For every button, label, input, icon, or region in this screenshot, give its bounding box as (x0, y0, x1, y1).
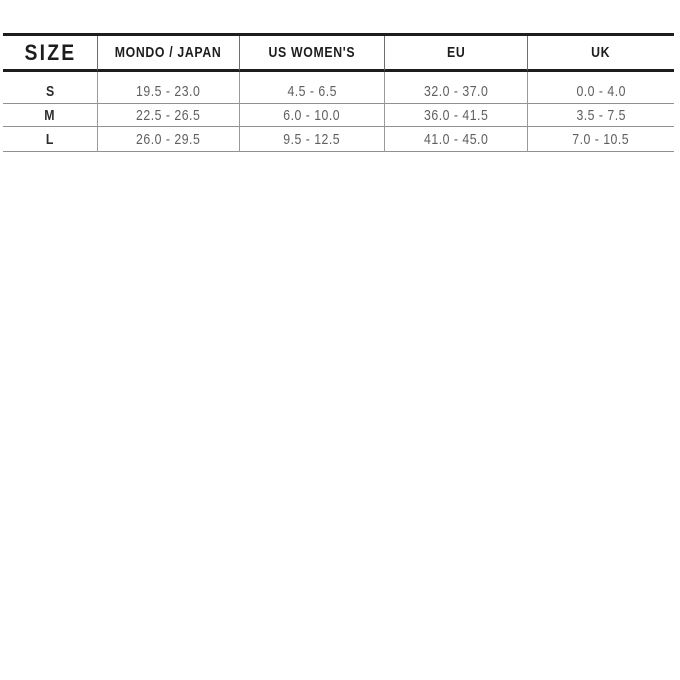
cell-m-uk-value: 3.5 - 7.5 (576, 106, 626, 124)
column-header-uk-label: UK (591, 44, 611, 61)
cell-m-mondo-japan (98, 104, 240, 127)
column-header-us-womens-label: US WOMEN'S (268, 44, 356, 61)
cell-s-us-womens (240, 72, 385, 104)
cell-l-us-womens (240, 127, 385, 152)
cell-l-us-womens-value: 9.5 - 12.5 (283, 130, 341, 148)
cell-s-uk-value: 0.0 - 4.0 (576, 83, 626, 100)
row-label-m-cell (3, 104, 98, 127)
column-header-eu-label: EU (446, 44, 466, 61)
row-label-l: L (45, 130, 55, 148)
cell-m-eu-value: 36.0 - 41.5 (423, 106, 489, 124)
column-header-us-womens (240, 36, 385, 72)
row-label-s: S (45, 83, 55, 100)
cell-m-mondo-japan-value: 22.5 - 26.5 (136, 106, 201, 124)
row-label-s-cell (3, 72, 98, 104)
column-header-mondo-japan-label: MONDO / JAPAN (115, 44, 222, 61)
cell-s-eu (385, 72, 528, 104)
column-header-size-label: SIZE (24, 39, 76, 65)
column-header-mondo-japan (98, 36, 240, 72)
cell-m-us-womens (240, 104, 385, 127)
cell-l-uk-value: 7.0 - 10.5 (572, 130, 630, 148)
size-chart-table (3, 33, 674, 152)
column-header-uk (528, 36, 674, 72)
cell-s-uk (528, 72, 674, 104)
cell-m-eu (385, 104, 528, 127)
cell-m-uk (528, 104, 674, 127)
cell-m-us-womens-value: 6.0 - 10.0 (283, 106, 341, 124)
cell-l-eu (385, 127, 528, 152)
row-label-l-cell (3, 127, 98, 152)
cell-s-mondo-japan-value: 19.5 - 23.0 (136, 83, 201, 100)
cell-s-us-womens-value: 4.5 - 6.5 (287, 83, 337, 100)
cell-s-eu-value: 32.0 - 37.0 (423, 83, 489, 100)
cell-l-mondo-japan-value: 26.0 - 29.5 (136, 130, 201, 148)
cell-l-mondo-japan (98, 127, 240, 152)
row-label-m: M (44, 106, 56, 124)
cell-l-eu-value: 41.0 - 45.0 (423, 130, 489, 148)
cell-s-mondo-japan (98, 72, 240, 104)
cell-l-uk (528, 127, 674, 152)
column-header-eu (385, 36, 528, 72)
column-header-size (3, 36, 98, 72)
